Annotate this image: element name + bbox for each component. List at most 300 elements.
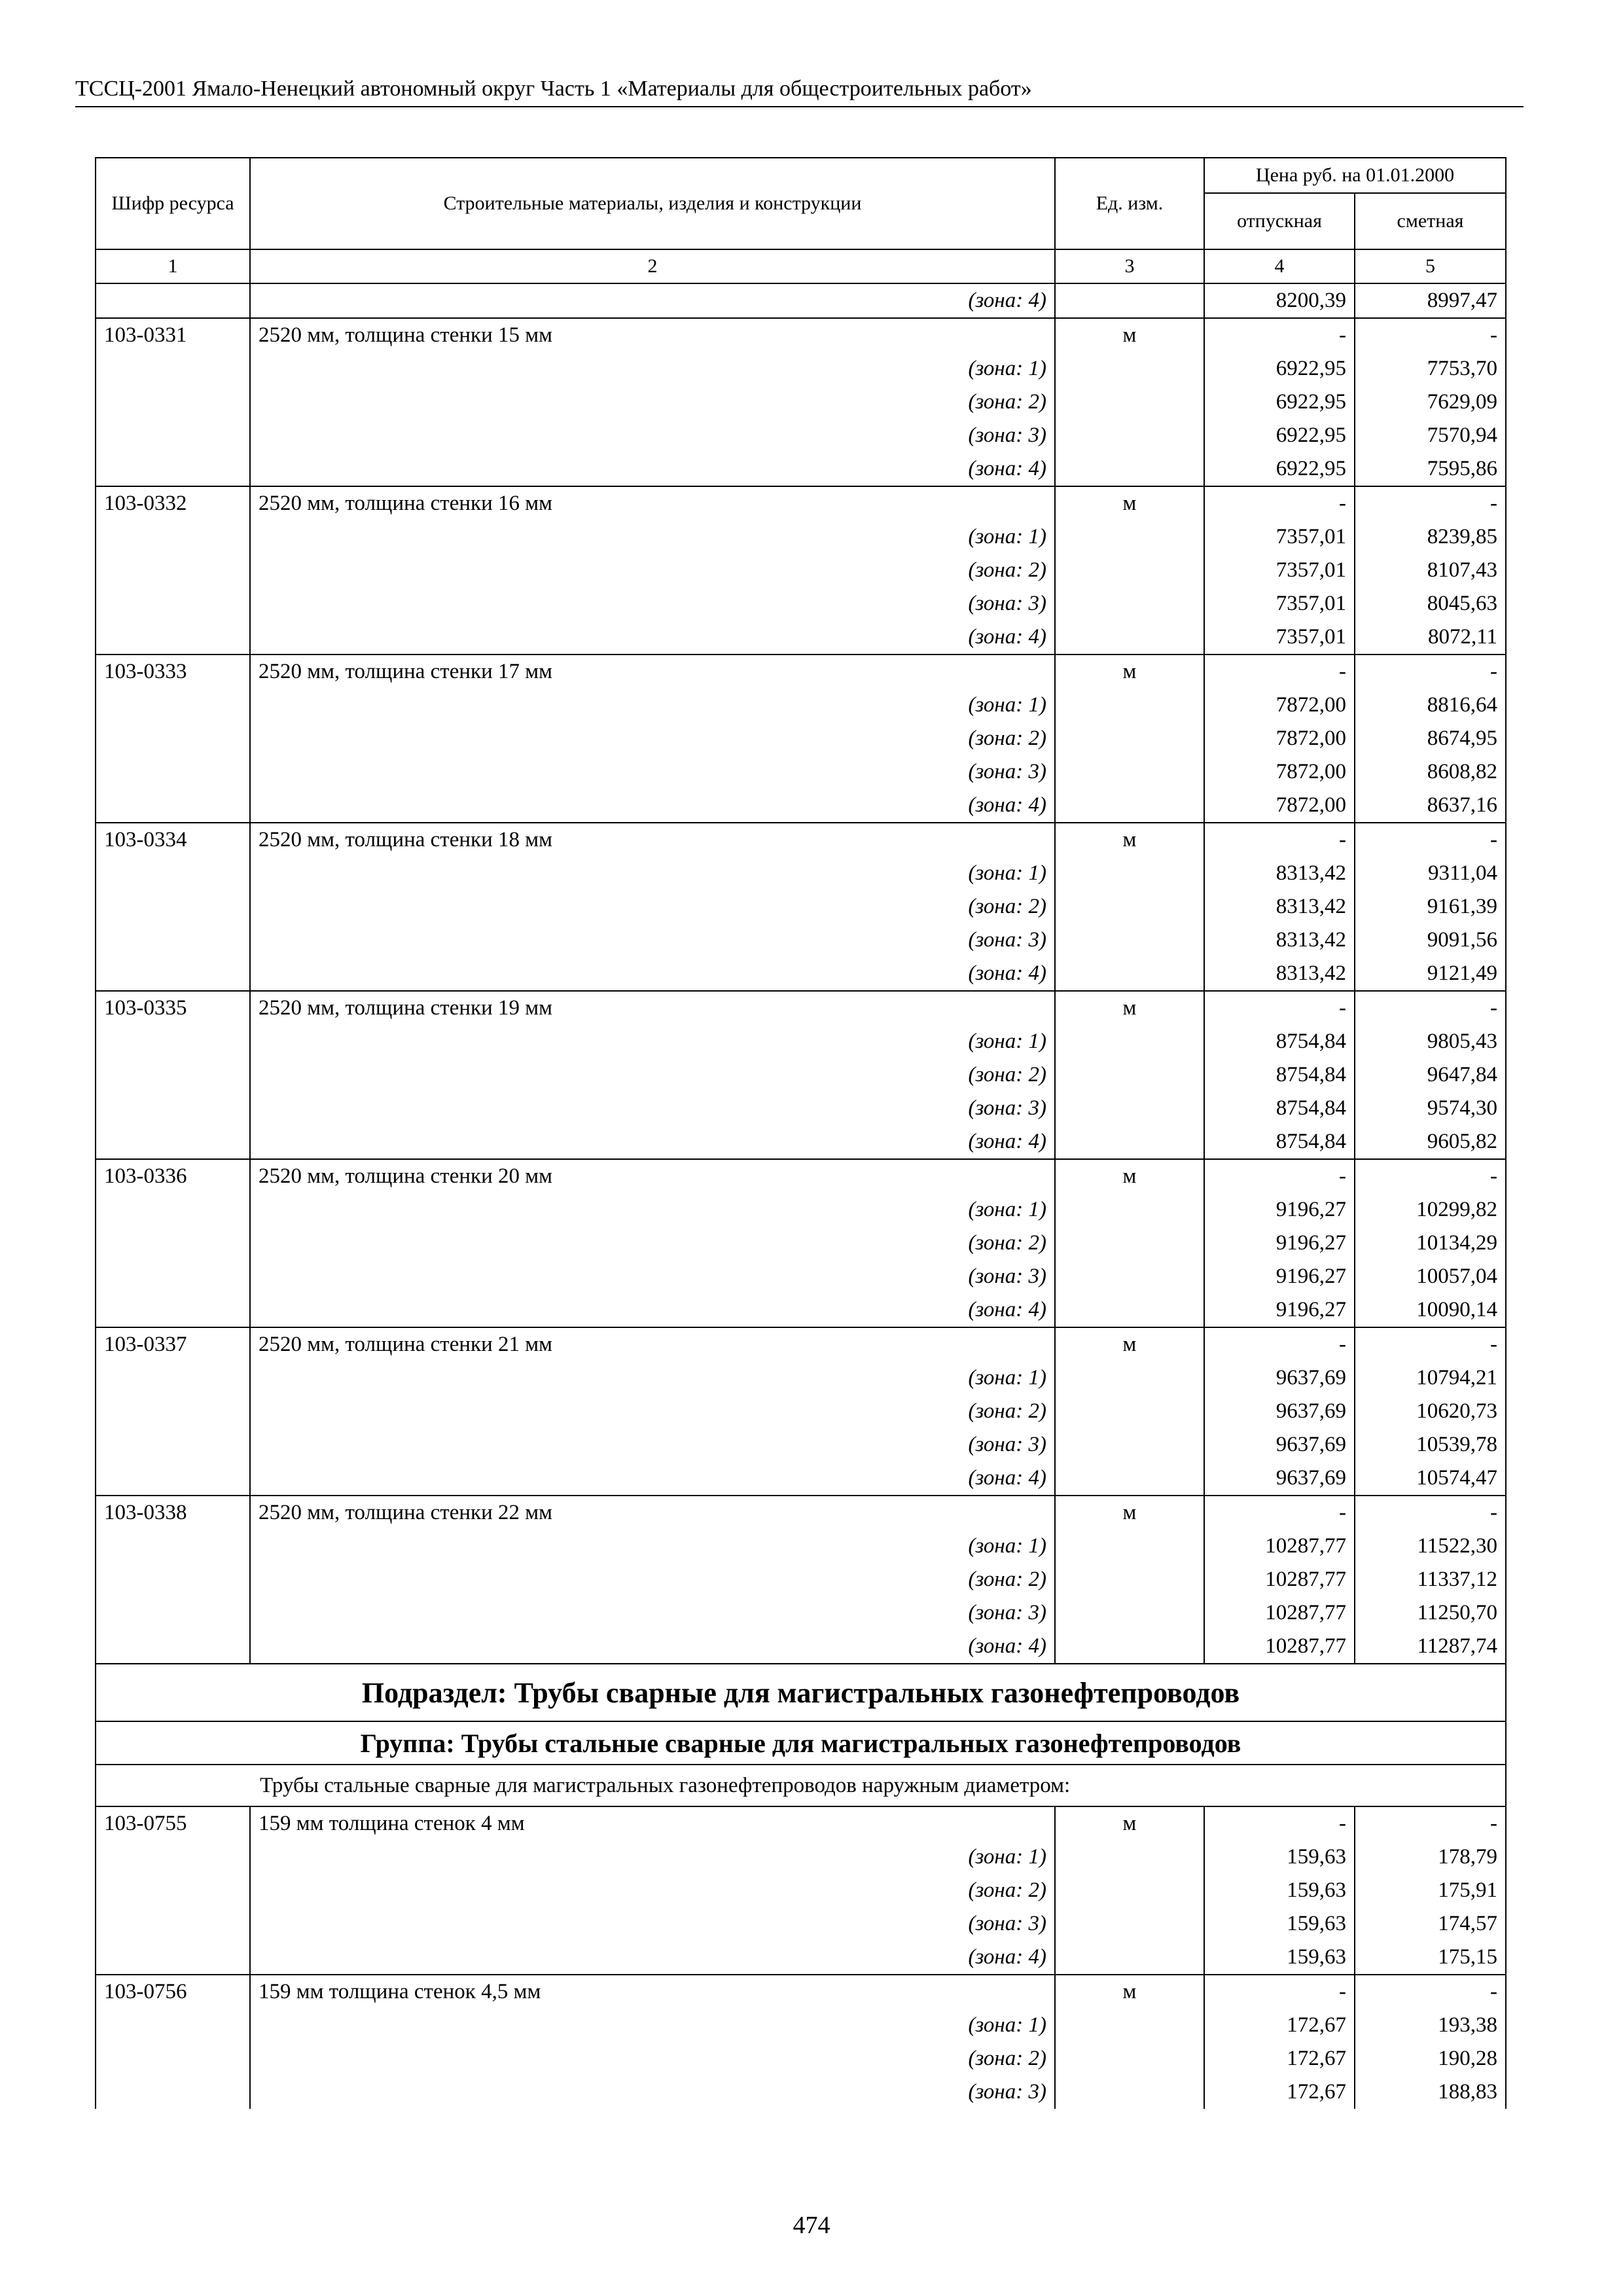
zone-row <box>96 1428 1506 1462</box>
zone-row <box>96 1462 1506 1496</box>
cell-zone: (зона: 4) <box>250 957 1055 991</box>
cell-unit <box>1055 755 1204 789</box>
zone-row <box>96 755 1506 789</box>
cell-release-price: 9637,69 <box>1204 1462 1355 1496</box>
zone-row <box>96 1563 1506 1596</box>
cell-estimate-price: 175,91 <box>1355 1874 1506 1907</box>
zone-row <box>96 857 1506 890</box>
cell-release-price: 8313,42 <box>1204 890 1355 924</box>
cell-zone: (зона: 3) <box>250 755 1055 789</box>
cell-unit <box>1055 1092 1204 1125</box>
zone-row <box>96 1840 1506 1874</box>
cell-zone: (зона: 3) <box>250 924 1055 957</box>
cell-estimate-price: 11337,12 <box>1355 1563 1506 1596</box>
zone-row <box>96 1596 1506 1630</box>
item-row <box>96 318 1506 352</box>
cell-estimate-price: 8608,82 <box>1355 755 1506 789</box>
column-header-release-price: отпускная <box>1204 193 1355 249</box>
cell-code: 103-0332 <box>96 486 250 520</box>
cell-code <box>96 419 250 452</box>
cell-code <box>96 1260 250 1293</box>
cell-estimate-price: 193,38 <box>1355 2009 1506 2042</box>
cell-code: 103-0756 <box>96 1975 250 2009</box>
cell-code <box>96 1530 250 1563</box>
item-row <box>96 1327 1506 1361</box>
column-number: 1 <box>96 249 250 283</box>
cell-code: 103-0334 <box>96 823 250 857</box>
cell-release-price: 172,67 <box>1204 2042 1355 2075</box>
cell-release-price: 9637,69 <box>1204 1361 1355 1395</box>
cell-estimate-price: - <box>1355 1975 1506 2009</box>
cell-release-price: 8313,42 <box>1204 924 1355 957</box>
cell-estimate-price: 8997,47 <box>1355 283 1506 318</box>
cell-zone: (зона: 3) <box>250 1907 1055 1941</box>
cell-estimate-price: 8637,16 <box>1355 789 1506 823</box>
cell-estimate-price: 9574,30 <box>1355 1092 1506 1125</box>
cell-code <box>96 386 250 419</box>
cell-release-price: 10287,77 <box>1204 1596 1355 1630</box>
cell-code <box>96 2042 250 2075</box>
cell-code <box>96 1462 250 1496</box>
cell-estimate-price: 8072,11 <box>1355 620 1506 655</box>
cell-code <box>96 554 250 587</box>
cell-release-price: 8313,42 <box>1204 957 1355 991</box>
cell-code <box>96 1092 250 1125</box>
cell-release-price: - <box>1204 318 1355 352</box>
cell-unit: м <box>1055 486 1204 520</box>
cell-estimate-price: - <box>1355 655 1506 689</box>
cell-release-price: - <box>1204 486 1355 520</box>
page-number: 474 <box>793 2212 830 2239</box>
cell-name: 2520 мм, толщина стенки 19 мм <box>250 991 1055 1025</box>
cell-zone: (зона: 2) <box>250 1563 1055 1596</box>
column-number: 5 <box>1355 249 1506 283</box>
cell-code <box>96 1596 250 1630</box>
cell-unit: м <box>1055 655 1204 689</box>
zone-row <box>96 2009 1506 2042</box>
carryover-row <box>96 283 1506 318</box>
cell-release-price: 9637,69 <box>1204 1395 1355 1428</box>
cell-release-price: 10287,77 <box>1204 1630 1355 1664</box>
cell-zone: (зона: 2) <box>250 890 1055 924</box>
cell-unit <box>1055 1840 1204 1874</box>
cell-code <box>96 1874 250 1907</box>
cell-unit: м <box>1055 1159 1204 1193</box>
cell-unit: м <box>1055 1806 1204 1840</box>
item-row <box>96 1975 1506 2009</box>
cell-release-price: 7357,01 <box>1204 620 1355 655</box>
zone-row <box>96 1125 1506 1159</box>
cell-release-price: 6922,95 <box>1204 352 1355 386</box>
cell-code <box>96 1193 250 1227</box>
cell-release-price: - <box>1204 1327 1355 1361</box>
cell-zone: (зона: 2) <box>250 2042 1055 2075</box>
cell-zone: (зона: 3) <box>250 1428 1055 1462</box>
item-row <box>96 1496 1506 1530</box>
zone-row <box>96 1025 1506 1058</box>
cell-zone: (зона: 4) <box>250 1630 1055 1664</box>
zone-row <box>96 352 1506 386</box>
cell-estimate-price: - <box>1355 1806 1506 1840</box>
cell-code: 103-0337 <box>96 1327 250 1361</box>
cell-release-price: 6922,95 <box>1204 419 1355 452</box>
cell-zone: (зона: 3) <box>250 419 1055 452</box>
cell-unit <box>1055 452 1204 486</box>
cell-estimate-price: - <box>1355 823 1506 857</box>
cell-release-price: - <box>1204 1159 1355 1193</box>
cell-code <box>96 2009 250 2042</box>
cell-unit: м <box>1055 1975 1204 2009</box>
cell-release-price: 7872,00 <box>1204 722 1355 755</box>
cell-unit <box>1055 857 1204 890</box>
cell-code <box>96 620 250 655</box>
cell-zone: (зона: 1) <box>250 2009 1055 2042</box>
cell-estimate-price: 11522,30 <box>1355 1530 1506 1563</box>
cell-code <box>96 890 250 924</box>
cell-estimate-price: - <box>1355 1327 1506 1361</box>
zone-row <box>96 1058 1506 1092</box>
cell-release-price: 9196,27 <box>1204 1260 1355 1293</box>
cell-unit: м <box>1055 1327 1204 1361</box>
zone-row <box>96 554 1506 587</box>
table-header-row <box>96 158 1506 193</box>
zone-row <box>96 386 1506 419</box>
cell-code <box>96 1395 250 1428</box>
cell-unit <box>1055 924 1204 957</box>
cell-release-price: - <box>1204 991 1355 1025</box>
cell-unit: м <box>1055 318 1204 352</box>
cell-unit <box>1055 419 1204 452</box>
cell-unit <box>1055 1462 1204 1496</box>
cell-code <box>96 587 250 620</box>
cell-code <box>96 1293 250 1327</box>
zone-row <box>96 789 1506 823</box>
cell-unit <box>1055 1428 1204 1462</box>
cell-zone: (зона: 1) <box>250 1025 1055 1058</box>
cell-estimate-price: 11250,70 <box>1355 1596 1506 1630</box>
cell-release-price: 8754,84 <box>1204 1125 1355 1159</box>
cell-estimate-price: 10057,04 <box>1355 1260 1506 1293</box>
cell-release-price: 10287,77 <box>1204 1530 1355 1563</box>
cell-release-price: 8313,42 <box>1204 857 1355 890</box>
cell-zone: (зона: 1) <box>250 1840 1055 1874</box>
table-body-section <box>96 1664 1506 1806</box>
zone-row <box>96 1874 1506 1907</box>
column-header-price-group: Цена руб. на 01.01.2000 <box>1204 158 1506 193</box>
cell-code: 103-0333 <box>96 655 250 689</box>
cell-zone: (зона: 4) <box>250 789 1055 823</box>
cell-release-price: 7872,00 <box>1204 689 1355 722</box>
cell-unit <box>1055 890 1204 924</box>
cell-estimate-price: 10574,47 <box>1355 1462 1506 1496</box>
cell-estimate-price: 190,28 <box>1355 2042 1506 2075</box>
cell-unit: м <box>1055 1496 1204 1530</box>
cell-code: 103-0335 <box>96 991 250 1025</box>
cell-unit <box>1055 2075 1204 2109</box>
cell-code <box>96 1227 250 1260</box>
cell-release-price: 159,63 <box>1204 1840 1355 1874</box>
column-number: 3 <box>1055 249 1204 283</box>
cell-zone: (зона: 3) <box>250 1260 1055 1293</box>
cell-unit <box>1055 957 1204 991</box>
cell-release-price: 172,67 <box>1204 2075 1355 2109</box>
cell-zone: (зона: 1) <box>250 689 1055 722</box>
column-header-estimate-price: сметная <box>1355 193 1506 249</box>
cell-estimate-price: 175,15 <box>1355 1941 1506 1975</box>
cell-unit <box>1055 520 1204 554</box>
cell-code <box>96 924 250 957</box>
cell-code <box>96 520 250 554</box>
cell-code <box>96 1361 250 1395</box>
cell-name: 2520 мм, толщина стенки 20 мм <box>250 1159 1055 1193</box>
zone-row <box>96 452 1506 486</box>
cell-unit <box>1055 1227 1204 1260</box>
cell-release-price: 9196,27 <box>1204 1293 1355 1327</box>
cell-zone: (зона: 4) <box>250 283 1055 318</box>
cell-unit <box>1055 1907 1204 1941</box>
cell-zone: (зона: 2) <box>250 722 1055 755</box>
cell-zone: (зона: 4) <box>250 1125 1055 1159</box>
cell-unit <box>1055 1058 1204 1092</box>
cell-code <box>96 1907 250 1941</box>
zone-row <box>96 1630 1506 1664</box>
cell-zone: (зона: 1) <box>250 857 1055 890</box>
cell-zone: (зона: 2) <box>250 1227 1055 1260</box>
cell-release-price: - <box>1204 823 1355 857</box>
cell-release-price: 8754,84 <box>1204 1058 1355 1092</box>
cell-unit <box>1055 1025 1204 1058</box>
cell-unit <box>1055 1530 1204 1563</box>
item-row <box>96 1806 1506 1840</box>
cell-zone: (зона: 1) <box>250 1193 1055 1227</box>
cell-unit <box>1055 1395 1204 1428</box>
cell-code: 103-0755 <box>96 1806 250 1840</box>
cell-unit <box>1055 1293 1204 1327</box>
cell-release-price: 7357,01 <box>1204 520 1355 554</box>
cell-code <box>96 1058 250 1092</box>
cell-estimate-price: - <box>1355 1159 1506 1193</box>
cell-unit <box>1055 283 1204 318</box>
cell-name: 2520 мм, толщина стенки 15 мм <box>250 318 1055 352</box>
cell-estimate-price: 9805,43 <box>1355 1025 1506 1058</box>
cell-release-price: 9196,27 <box>1204 1227 1355 1260</box>
cell-estimate-price: - <box>1355 318 1506 352</box>
cell-name: 2520 мм, толщина стенки 18 мм <box>250 823 1055 857</box>
cell-zone: (зона: 3) <box>250 587 1055 620</box>
cell-code <box>96 722 250 755</box>
cell-code <box>96 1025 250 1058</box>
cell-code <box>96 352 250 386</box>
cell-release-price: 8754,84 <box>1204 1025 1355 1058</box>
cell-unit <box>1055 386 1204 419</box>
cell-unit <box>1055 1361 1204 1395</box>
zone-row <box>96 2042 1506 2075</box>
intro-row <box>96 1765 1506 1806</box>
cell-release-price: 7872,00 <box>1204 755 1355 789</box>
item-row <box>96 1159 1506 1193</box>
column-header-code: Шифр ресурса <box>96 158 250 249</box>
cell-unit <box>1055 1630 1204 1664</box>
cell-zone: (зона: 4) <box>250 1462 1055 1496</box>
cell-release-price: 172,67 <box>1204 2009 1355 2042</box>
cell-estimate-price: 8107,43 <box>1355 554 1506 587</box>
cell-unit <box>1055 620 1204 655</box>
cell-code: 103-0336 <box>96 1159 250 1193</box>
cell-estimate-price: 10299,82 <box>1355 1193 1506 1227</box>
item-row <box>96 823 1506 857</box>
item-row <box>96 991 1506 1025</box>
cell-code <box>96 1840 250 1874</box>
cell-unit <box>1055 722 1204 755</box>
cell-zone: (зона: 4) <box>250 620 1055 655</box>
zone-row <box>96 587 1506 620</box>
cell-zone: (зона: 3) <box>250 1092 1055 1125</box>
zone-row <box>96 1092 1506 1125</box>
cell-zone: (зона: 2) <box>250 554 1055 587</box>
table-body-pipes-2520 <box>96 283 1506 1664</box>
cell-code <box>96 957 250 991</box>
cell-release-price: 9637,69 <box>1204 1428 1355 1462</box>
cell-estimate-price: 188,83 <box>1355 2075 1506 2109</box>
cell-code <box>96 452 250 486</box>
cell-estimate-price: 9311,04 <box>1355 857 1506 890</box>
cell-code <box>96 789 250 823</box>
cell-release-price: 8200,39 <box>1204 283 1355 318</box>
cell-release-price: 159,63 <box>1204 1874 1355 1907</box>
cell-unit <box>1055 1125 1204 1159</box>
cell-zone: (зона: 3) <box>250 2075 1055 2109</box>
cell-estimate-price: 8045,63 <box>1355 587 1506 620</box>
cell-release-price: - <box>1204 1496 1355 1530</box>
cell-code <box>96 283 250 318</box>
cell-unit: м <box>1055 991 1204 1025</box>
cell-estimate-price: 178,79 <box>1355 1840 1506 1874</box>
zone-row <box>96 1530 1506 1563</box>
zone-row <box>96 1907 1506 1941</box>
cell-release-price: 159,63 <box>1204 1907 1355 1941</box>
price-table <box>95 157 1507 2109</box>
table-body-pipes-159 <box>96 1806 1506 2109</box>
subsection-title: Подраздел: Трубы сварные для магистральных газонефтепроводов <box>96 1664 1506 1721</box>
cell-name: 2520 мм, толщина стенки 22 мм <box>250 1496 1055 1530</box>
cell-estimate-price: 7570,94 <box>1355 419 1506 452</box>
cell-zone: (зона: 2) <box>250 386 1055 419</box>
cell-unit <box>1055 1193 1204 1227</box>
cell-name: 2520 мм, толщина стенки 16 мм <box>250 486 1055 520</box>
cell-unit <box>1055 789 1204 823</box>
cell-estimate-price: 174,57 <box>1355 1907 1506 1941</box>
cell-release-price: 159,63 <box>1204 1941 1355 1975</box>
cell-code <box>96 2075 250 2109</box>
cell-zone: (зона: 1) <box>250 1361 1055 1395</box>
cell-unit <box>1055 2009 1204 2042</box>
cell-code <box>96 1630 250 1664</box>
cell-zone: (зона: 2) <box>250 1395 1055 1428</box>
cell-unit <box>1055 2042 1204 2075</box>
cell-estimate-price: 8816,64 <box>1355 689 1506 722</box>
cell-zone: (зона: 4) <box>250 1941 1055 1975</box>
cell-estimate-price: 9647,84 <box>1355 1058 1506 1092</box>
zone-row <box>96 1260 1506 1293</box>
cell-code: 103-0338 <box>96 1496 250 1530</box>
cell-release-price: 7872,00 <box>1204 789 1355 823</box>
column-number: 4 <box>1204 249 1355 283</box>
cell-unit <box>1055 1941 1204 1975</box>
cell-release-price: - <box>1204 1806 1355 1840</box>
cell-release-price: 7357,01 <box>1204 587 1355 620</box>
cell-estimate-price: 10134,29 <box>1355 1227 1506 1260</box>
cell-code <box>96 857 250 890</box>
cell-release-price: 10287,77 <box>1204 1563 1355 1596</box>
cell-code <box>96 689 250 722</box>
cell-code <box>96 1563 250 1596</box>
cell-estimate-price: 10090,14 <box>1355 1293 1506 1327</box>
cell-release-price: 8754,84 <box>1204 1092 1355 1125</box>
zone-row <box>96 2075 1506 2109</box>
cell-unit <box>1055 554 1204 587</box>
column-header-name: Строительные материалы, изделия и конструкции <box>250 158 1055 249</box>
cell-release-price: 7357,01 <box>1204 554 1355 587</box>
zone-row <box>96 924 1506 957</box>
cell-estimate-price: - <box>1355 486 1506 520</box>
zone-row <box>96 419 1506 452</box>
item-row <box>96 655 1506 689</box>
cell-unit <box>1055 1563 1204 1596</box>
column-header-unit: Ед. изм. <box>1055 158 1204 249</box>
group-row <box>96 1721 1506 1765</box>
cell-release-price: 6922,95 <box>1204 452 1355 486</box>
cell-zone: (зона: 3) <box>250 1596 1055 1630</box>
item-row <box>96 486 1506 520</box>
group-title: Группа: Трубы стальные сварные для магистральных газонефтепроводов <box>96 1721 1506 1765</box>
cell-estimate-price: 10620,73 <box>1355 1395 1506 1428</box>
zone-row <box>96 620 1506 655</box>
zone-row <box>96 1361 1506 1395</box>
zone-row <box>96 520 1506 554</box>
cell-estimate-price: 7629,09 <box>1355 386 1506 419</box>
cell-zone: (зона: 2) <box>250 1058 1055 1092</box>
cell-name: 159 мм толщина стенок 4,5 мм <box>250 1975 1055 2009</box>
cell-unit: м <box>1055 823 1204 857</box>
cell-estimate-price: 9091,56 <box>1355 924 1506 957</box>
cell-unit <box>1055 352 1204 386</box>
cell-zone: (зона: 1) <box>250 1530 1055 1563</box>
cell-code <box>96 755 250 789</box>
cell-unit <box>1055 587 1204 620</box>
cell-code <box>96 1125 250 1159</box>
cell-code <box>96 1428 250 1462</box>
cell-zone: (зона: 4) <box>250 1293 1055 1327</box>
subsection-row <box>96 1664 1506 1721</box>
cell-code <box>96 1941 250 1975</box>
cell-zone: (зона: 1) <box>250 352 1055 386</box>
cell-estimate-price: 8239,85 <box>1355 520 1506 554</box>
cell-release-price: 9196,27 <box>1204 1193 1355 1227</box>
cell-estimate-price: 9161,39 <box>1355 890 1506 924</box>
cell-estimate-price: - <box>1355 991 1506 1025</box>
cell-code: 103-0331 <box>96 318 250 352</box>
cell-release-price: 6922,95 <box>1204 386 1355 419</box>
cell-estimate-price: 8674,95 <box>1355 722 1506 755</box>
cell-estimate-price: 7753,70 <box>1355 352 1506 386</box>
cell-zone: (зона: 4) <box>250 452 1055 486</box>
cell-unit <box>1055 1874 1204 1907</box>
cell-zone: (зона: 2) <box>250 1874 1055 1907</box>
cell-unit <box>1055 1596 1204 1630</box>
column-number-row <box>96 249 1506 283</box>
cell-unit <box>1055 1260 1204 1293</box>
cell-estimate-price: 10539,78 <box>1355 1428 1506 1462</box>
